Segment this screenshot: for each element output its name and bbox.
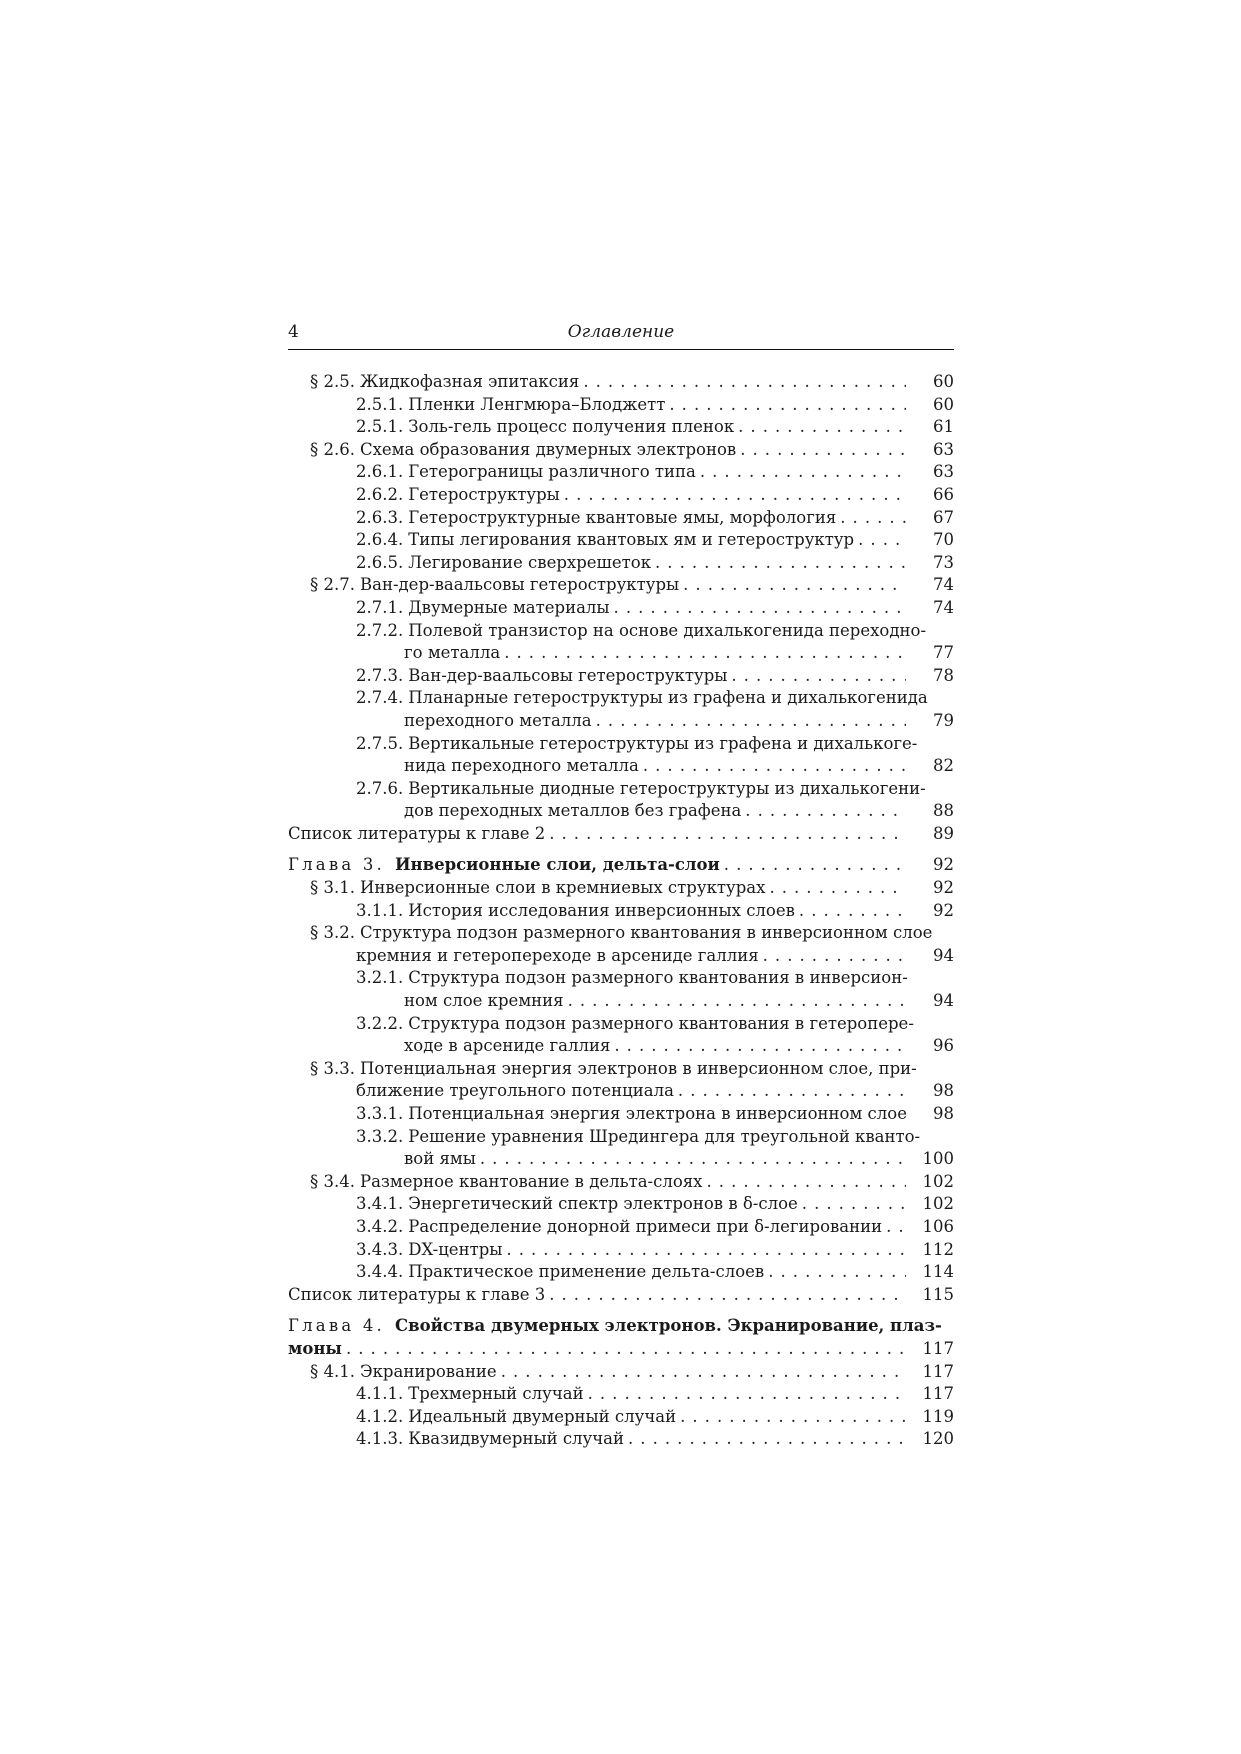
entry-title: Инверсионные слои, дельта-слои xyxy=(394,855,720,875)
dot-leader xyxy=(476,1148,906,1171)
entry-title: ходе в арсениде галлия xyxy=(404,1036,611,1056)
dot-leader xyxy=(674,1080,906,1103)
page-ref: 74 xyxy=(933,575,954,595)
page-ref: 88 xyxy=(933,801,954,821)
toc-entry[interactable] xyxy=(288,574,954,597)
entry-title: Список литературы к главе 2 xyxy=(288,823,546,843)
entry-title: Полевой транзистор на основе дихалькогенида переходно- xyxy=(408,620,927,640)
page-ref: 115 xyxy=(922,1284,954,1304)
entry-title: Экранирование xyxy=(359,1361,497,1381)
toc-entry[interactable] xyxy=(288,416,954,439)
dot-leader xyxy=(727,665,906,688)
dot-leader xyxy=(720,854,906,877)
page-ref: 98 xyxy=(933,1081,954,1101)
entry-title: Свойства двумерных электронов. Экранирование, плаз- xyxy=(394,1316,942,1336)
toc-entry[interactable] xyxy=(288,823,954,846)
entry-title: Потенциальная энергия электрона в инверсионном слое xyxy=(408,1104,907,1123)
entry-title: Жидкофазная эпитаксия xyxy=(359,372,580,391)
dot-leader xyxy=(764,1261,906,1284)
page-ref: 78 xyxy=(933,665,954,685)
toc-entry[interactable] xyxy=(288,877,954,900)
entry-number: § 3.3. xyxy=(310,1058,355,1078)
entry-number: § 3.1. xyxy=(310,878,355,898)
page-ref: 96 xyxy=(933,1036,954,1056)
dot-leader xyxy=(651,552,906,575)
entry-title: Гетероструктуры xyxy=(408,484,560,504)
toc-entry[interactable] xyxy=(288,1171,954,1194)
dot-leader xyxy=(696,461,906,484)
entry-number: 3.4.1. xyxy=(356,1194,404,1214)
entry-number: 2.7.5. xyxy=(356,733,404,753)
page-ref: 70 xyxy=(933,530,954,550)
dot-leader xyxy=(545,1284,906,1307)
dot-leader xyxy=(798,1193,906,1216)
toc-entry[interactable] xyxy=(288,922,954,967)
toc-entry[interactable] xyxy=(288,1261,954,1284)
entry-number: 2.7.6. xyxy=(356,778,404,798)
entry-number: 3.4.3. xyxy=(356,1239,404,1259)
toc-entry[interactable] xyxy=(288,1103,954,1126)
toc-entry[interactable] xyxy=(288,507,954,530)
toc-entry[interactable] xyxy=(288,439,954,462)
toc-entry[interactable] xyxy=(288,1239,954,1262)
page-ref: 94 xyxy=(933,991,954,1011)
page-ref: 112 xyxy=(922,1239,954,1259)
dot-leader xyxy=(882,1216,906,1239)
entry-number: 2.6.3. xyxy=(356,507,404,527)
toc-entry[interactable] xyxy=(288,900,954,923)
dot-leader xyxy=(579,371,906,394)
page-ref: 100 xyxy=(922,1149,954,1169)
toc-entry[interactable] xyxy=(288,1315,954,1360)
entry-title: Инверсионные слои в кремниевых структурах xyxy=(359,878,766,898)
page-ref: 63 xyxy=(933,462,954,482)
entry-title: Двумерные материалы xyxy=(408,597,610,617)
entry-number: § 2.5. xyxy=(310,372,355,391)
entry-number: 2.5.1. xyxy=(356,417,404,437)
entry-title: Пленки Ленгмюра–Блоджетт xyxy=(408,394,666,414)
page-ref: 92 xyxy=(933,900,954,920)
toc-entry[interactable] xyxy=(288,371,954,394)
dot-leader xyxy=(765,877,906,900)
entry-title: кремния и гетеропереходе в арсениде галлия xyxy=(356,945,759,965)
entry-title: Распределение донорной примеси при δ-легировании xyxy=(408,1216,883,1236)
entry-title: Планарные гетероструктуры из графена и дихалькогенида xyxy=(408,688,928,708)
dot-leader xyxy=(610,597,906,620)
entry-number: 2.6.4. xyxy=(356,530,404,550)
entry-number: 3.2.2. xyxy=(356,1013,404,1033)
entry-title: Ван-дер-ваальсовы гетероструктуры xyxy=(408,665,728,685)
page-ref: 60 xyxy=(933,372,954,391)
entry-title: Гетероструктурные квантовые ямы, морфология xyxy=(408,507,837,527)
entry-number: § 2.6. xyxy=(310,439,355,459)
dot-leader xyxy=(759,945,906,968)
toc-entry[interactable] xyxy=(288,620,954,665)
page-ref: 117 xyxy=(922,1338,954,1358)
dot-leader xyxy=(703,1171,907,1194)
page-ref: 102 xyxy=(922,1171,954,1191)
page-ref: 119 xyxy=(922,1406,954,1426)
page-ref: 66 xyxy=(933,484,954,504)
entry-title: Схема образования двумерных электронов xyxy=(359,439,737,459)
entry-number: 3.4.2. xyxy=(356,1216,404,1236)
running-title: Оглавление xyxy=(567,322,675,342)
entry-title: го металла xyxy=(404,643,501,663)
toc-entry[interactable] xyxy=(288,597,954,620)
page-ref: 74 xyxy=(933,597,954,617)
entry-number: § 4.1. xyxy=(310,1361,355,1381)
toc-entry[interactable] xyxy=(288,1216,954,1239)
chapter-label: Глава 3. xyxy=(288,855,385,875)
page-ref: 117 xyxy=(922,1361,954,1381)
page-ref: 67 xyxy=(933,507,954,527)
entry-number: 2.6.5. xyxy=(356,552,404,572)
header-rule xyxy=(288,349,954,350)
dot-leader xyxy=(665,394,906,417)
page-ref: 102 xyxy=(922,1194,954,1214)
entry-title: переходного металла xyxy=(404,710,592,730)
page-ref: 82 xyxy=(933,756,954,776)
toc-entry[interactable] xyxy=(288,1428,954,1451)
entry-title: Практическое применение дельта-слоев xyxy=(408,1262,765,1282)
entry-number: 4.1.2. xyxy=(356,1406,404,1426)
toc-entry[interactable] xyxy=(288,1126,954,1171)
page-ref: 77 xyxy=(933,643,954,663)
toc-entry[interactable] xyxy=(288,461,954,484)
page-ref: 61 xyxy=(933,417,954,437)
entry-number: 3.3.2. xyxy=(356,1126,404,1146)
entry-number: 2.7.3. xyxy=(356,665,404,685)
toc-entry[interactable] xyxy=(288,854,954,877)
book-page xyxy=(288,0,954,1754)
page-ref: 114 xyxy=(922,1262,954,1282)
page-ref: 73 xyxy=(933,552,954,572)
entry-title: Золь-гель процесс получения пленок xyxy=(408,417,735,437)
toc-entry[interactable] xyxy=(288,1406,954,1429)
toc-entry[interactable] xyxy=(288,1058,954,1103)
entry-title: Типы легирования квантовых ям и гетероструктур xyxy=(408,530,855,550)
dot-leader xyxy=(342,1338,906,1361)
dot-leader xyxy=(610,1035,906,1058)
page-ref: 106 xyxy=(922,1216,954,1236)
running-header xyxy=(288,322,954,348)
toc-entry[interactable] xyxy=(288,1013,954,1058)
page-ref: 92 xyxy=(933,878,954,898)
toc-entry[interactable] xyxy=(288,1193,954,1216)
entry-number: 4.1.1. xyxy=(356,1384,404,1404)
dot-leader xyxy=(854,529,906,552)
page-ref: 92 xyxy=(933,855,954,875)
page-number: 4 xyxy=(288,322,299,342)
dot-leader xyxy=(676,1406,906,1429)
entry-title: Вертикальные гетероструктуры из графена и дихалькоге- xyxy=(408,733,918,753)
entry-number: 2.6.2. xyxy=(356,484,404,504)
toc-entry[interactable] xyxy=(288,1284,954,1307)
entry-title: Энергетический спектр электронов в δ-слое xyxy=(408,1194,798,1214)
page-ref: 98 xyxy=(933,1104,954,1123)
entry-title: Ван-дер-ваальсовы гетероструктуры xyxy=(359,575,680,595)
entry-number: 3.4.4. xyxy=(356,1262,404,1282)
entry-number: 2.5.1. xyxy=(356,394,404,414)
entry-title: Решение уравнения Шредингера для треугольной кванто- xyxy=(408,1126,921,1146)
toc-entry[interactable] xyxy=(288,552,954,575)
toc-entry[interactable] xyxy=(288,733,954,778)
dot-leader xyxy=(592,710,906,733)
entry-number: 2.6.1. xyxy=(356,462,404,482)
entry-number: 3.3.1. xyxy=(356,1104,404,1123)
entry-number: 3.2.1. xyxy=(356,968,404,988)
chapter-label: Глава 4. xyxy=(288,1316,385,1336)
dot-leader xyxy=(624,1428,906,1451)
entry-title: вой ямы xyxy=(404,1149,476,1169)
page-ref: 120 xyxy=(922,1429,954,1449)
toc-entry[interactable] xyxy=(288,967,954,1012)
dot-leader xyxy=(734,416,906,439)
page-ref: 117 xyxy=(922,1384,954,1404)
entry-title: Легирование сверхрешеток xyxy=(408,552,652,572)
entry-title: Вертикальные диодные гетероструктуры из дихалькогени- xyxy=(408,778,926,798)
page-ref: 94 xyxy=(933,945,954,965)
page-ref: 89 xyxy=(933,823,954,843)
entry-number: § 2.7. xyxy=(310,575,355,595)
toc-entry[interactable] xyxy=(288,529,954,552)
entry-title: Размерное квантование в дельта-слоях xyxy=(359,1171,703,1191)
dot-leader xyxy=(584,1383,906,1406)
dot-leader xyxy=(679,574,906,597)
entry-number: 2.7.2. xyxy=(356,620,404,640)
entry-title: Идеальный двумерный случай xyxy=(408,1406,677,1426)
toc-entry[interactable] xyxy=(288,778,954,823)
toc-entry[interactable] xyxy=(288,484,954,507)
dot-leader xyxy=(497,1361,906,1384)
entry-number: § 3.2. xyxy=(310,923,355,943)
entry-number: § 3.4. xyxy=(310,1171,355,1191)
toc-entry[interactable] xyxy=(288,665,954,688)
entry-number: 3.1.1. xyxy=(356,900,404,920)
entry-title: Трехмерный случай xyxy=(408,1384,584,1404)
dot-leader xyxy=(502,1239,906,1262)
entry-title: История исследования инверсионных слоев xyxy=(408,900,795,920)
entry-title: Структура подзон размерного квантования в инверсион- xyxy=(408,968,908,988)
page-ref: 63 xyxy=(933,439,954,459)
entry-title: Структура подзон размерного квантования в инверсионном слое xyxy=(359,923,933,943)
page-ref: 79 xyxy=(933,710,954,730)
entry-title: ближение треугольного потенциала xyxy=(356,1081,674,1101)
dot-leader xyxy=(795,900,906,923)
dot-leader xyxy=(545,823,906,846)
entry-title: Структура подзон размерного квантования в гетеропере- xyxy=(408,1013,914,1033)
entry-title: DX-центры xyxy=(408,1239,503,1259)
entry-number: 2.7.1. xyxy=(356,597,404,617)
dot-leader xyxy=(560,484,906,507)
dot-leader xyxy=(736,439,906,462)
entry-title: дов переходных металлов без графена xyxy=(404,801,742,821)
entry-title: Потенциальная энергия электронов в инверсионном слое, при- xyxy=(359,1058,917,1078)
entry-title: моны xyxy=(288,1338,342,1358)
toc-entry[interactable] xyxy=(288,1383,954,1406)
dot-leader xyxy=(500,642,906,665)
dot-leader xyxy=(907,1103,911,1126)
entry-number: 2.7.4. xyxy=(356,688,404,708)
dot-leader xyxy=(564,990,906,1013)
table-of-contents xyxy=(288,371,954,1451)
entry-title: ном слое кремния xyxy=(404,991,564,1011)
toc-entry[interactable] xyxy=(288,1361,954,1384)
toc-entry[interactable] xyxy=(288,394,954,417)
page-ref: 60 xyxy=(933,394,954,414)
dot-leader xyxy=(836,507,906,530)
dot-leader xyxy=(741,800,906,823)
dot-leader xyxy=(639,755,906,778)
entry-title: Список литературы к главе 3 xyxy=(288,1284,546,1304)
toc-entry[interactable] xyxy=(288,687,954,732)
entry-title: Гетерограницы различного типа xyxy=(408,462,696,482)
entry-title: нида переходного металла xyxy=(404,756,639,776)
entry-title: Квазидвумерный случай xyxy=(408,1429,624,1449)
entry-number: 4.1.3. xyxy=(356,1429,404,1449)
